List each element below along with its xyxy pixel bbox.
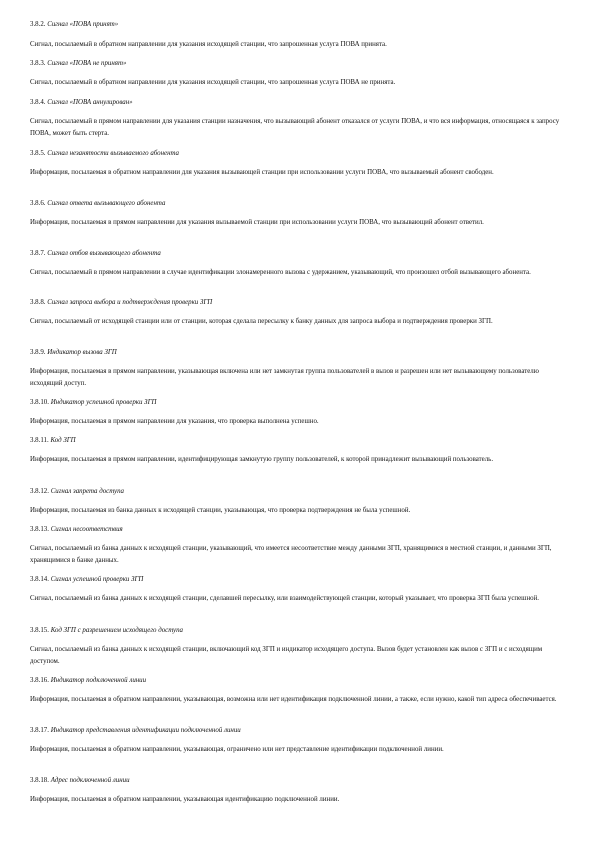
section-heading bbox=[30, 20, 565, 29]
section-body: Информация, посылаемая из банка данных к исходящей станции, указывающая, что проверка подтверждения не была успешной. bbox=[30, 507, 411, 514]
section-title: Индикатор представления идентификации подключенной линии bbox=[50, 727, 241, 734]
section-heading bbox=[30, 98, 565, 107]
section-title: Индикатор вызова ЗГП bbox=[47, 349, 117, 356]
section-heading bbox=[30, 59, 565, 68]
section-heading bbox=[30, 776, 565, 785]
section-title: Код ЗГП bbox=[50, 437, 76, 444]
section-body: Информация, посылаемая в обратном направлении, указывающая, ограничено или нет представление идентификации подключенной линии. bbox=[30, 746, 444, 753]
section-number: 3.8.10. bbox=[30, 399, 49, 406]
section-number: 3.8.18. bbox=[30, 777, 49, 784]
section-number: 3.8.14. bbox=[30, 576, 49, 583]
section-number: 3.8.9. bbox=[30, 349, 46, 356]
section-heading bbox=[30, 726, 565, 735]
section-number: 3.8.16. bbox=[30, 677, 49, 684]
section-body: Сигнал, посылаемый из банка данных к исходящей станции, включающий код ЗГП и индикатор исходящего доступа. Вызов будет установлен как вызов с ЗГП и с исходящим доступом. bbox=[30, 646, 543, 666]
section-title: Сигнал незанятости вызываемого абонента bbox=[47, 150, 179, 157]
section-number: 3.8.11. bbox=[30, 437, 49, 444]
section-title: Сигнал ответа вызывающего абонента bbox=[47, 200, 166, 207]
section-heading bbox=[30, 398, 565, 407]
section-number: 3.8.12. bbox=[30, 488, 49, 495]
section-number: 3.8.15. bbox=[30, 627, 49, 634]
section-number: 3.8.6. bbox=[30, 200, 46, 207]
section-body: Сигнал, посылаемый в обратном направлении для указания исходящей станции, что запрошенная услуга ПОВА не принята. bbox=[30, 79, 396, 86]
section-number: 3.8.2. bbox=[30, 21, 46, 28]
section-heading bbox=[30, 199, 565, 208]
section-number: 3.8.8. bbox=[30, 299, 46, 306]
section-body: Сигнал, посылаемый из банка данных к исходящей станции, указывающий, что имеется несоответствие между данными ЗГП, хранящимися в местной станции, и данными ЗГП, хранящимися в банке данных. bbox=[30, 545, 552, 565]
section-body: Сигнал, посылаемый в обратном направлении для указания исходящей станции, что запрошенная услуга ПОВА принята. bbox=[30, 41, 387, 48]
section-title: Код ЗГП с разрешением исходящего доступа bbox=[50, 627, 183, 634]
section-title: Сигнал «ПОВА аннулирован» bbox=[47, 99, 133, 106]
section-title: Сигнал несоответствия bbox=[50, 526, 123, 533]
section-number: 3.8.5. bbox=[30, 150, 46, 157]
section-body: Сигнал, посылаемый из банка данных к исходящей станции, сделавшей пересылку, или взаимодействующей станции, который указывает, что проверка ЗГП была успешной. bbox=[30, 595, 540, 602]
section-title: Сигнал отбоя вызывающего абонента bbox=[47, 250, 161, 257]
section-body: Информация, посылаемая в обратном направлении, указывающая, возможна или нет идентификация подключенной линии, а также, если нужно, какой тип адреса обеспечивается. bbox=[30, 696, 557, 703]
section-heading bbox=[30, 436, 565, 445]
section-heading bbox=[30, 298, 565, 307]
section-title: Индикатор подключенной линии bbox=[50, 677, 147, 684]
section-title: Сигнал «ПОВА не принят» bbox=[47, 60, 127, 67]
section-title: Индикатор успешной проверки ЗГП bbox=[50, 399, 157, 406]
section-heading bbox=[30, 348, 565, 357]
section-body: Информация, посылаемая в прямом направлении для указания вызываемой станции при использовании услуги ПОВА, что вызывающий абонент ответил. bbox=[30, 219, 484, 226]
section-heading bbox=[30, 487, 565, 496]
section-title: Адрес подключенной линии bbox=[50, 777, 130, 784]
section-number: 3.8.13. bbox=[30, 526, 49, 533]
section-body: Сигнал, посылаемый в прямом направлении для указания станции назначения, что вызывающий абонент отказался от услуги ПОВА, и что вся информация, относящаяся к запросу ПОВА, может быть стерта. bbox=[30, 118, 560, 138]
section-heading bbox=[30, 626, 565, 635]
section-heading bbox=[30, 249, 565, 258]
section-number: 3.8.7. bbox=[30, 250, 46, 257]
section-title: Сигнал запрета доступа bbox=[50, 488, 124, 495]
section-body: Информация, посылаемая в прямом направлении для указания, что проверка выполнена успешно. bbox=[30, 418, 319, 425]
section-body: Информация, посылаемая в обратном направлении для указания вызывающей станции при использовании услуги ПОВА, что вызываемый абонент свободен. bbox=[30, 169, 494, 176]
section-title: Сигнал «ПОВА принят» bbox=[47, 21, 119, 28]
section-number: 3.8.3. bbox=[30, 60, 46, 67]
section-title: Сигнал запроса выбора и подтверждения проверки ЗГП bbox=[47, 299, 213, 306]
section-number: 3.8.17. bbox=[30, 727, 49, 734]
section-title: Сигнал успешной проверки ЗГП bbox=[50, 576, 144, 583]
section-heading bbox=[30, 575, 565, 584]
section-heading bbox=[30, 676, 565, 685]
section-body: Информация, посылаемая в прямом направлении, указывающая включена или нет замкнутая группа пользователей в вызов и разрешен или нет вызывающему пользователю исходящий доступ. bbox=[30, 368, 539, 388]
section-body: Сигнал, посылаемый от исходящей станции или от станции, которая сделала пересылку к банку данных для запроса выбора и подтверждения проверки ЗГП. bbox=[30, 318, 493, 325]
section-body: Информация, посылаемая в прямом направлении, идентифицирующая замкнутую группу пользователей, к которой принадлежит вызывающий пользователь. bbox=[30, 456, 494, 463]
section-heading bbox=[30, 149, 565, 158]
section-heading bbox=[30, 525, 565, 534]
section-body: Информация, посылаемая в обратном направлении, указывающая идентификацию подключенной линии. bbox=[30, 796, 340, 803]
section-number: 3.8.4. bbox=[30, 99, 46, 106]
section-body: Сигнал, посылаемый в прямом направлении в случае идентификации злонамеренного вызова с удержанием, указывающий, что произошел отбой вызывающего абонента. bbox=[30, 269, 531, 276]
